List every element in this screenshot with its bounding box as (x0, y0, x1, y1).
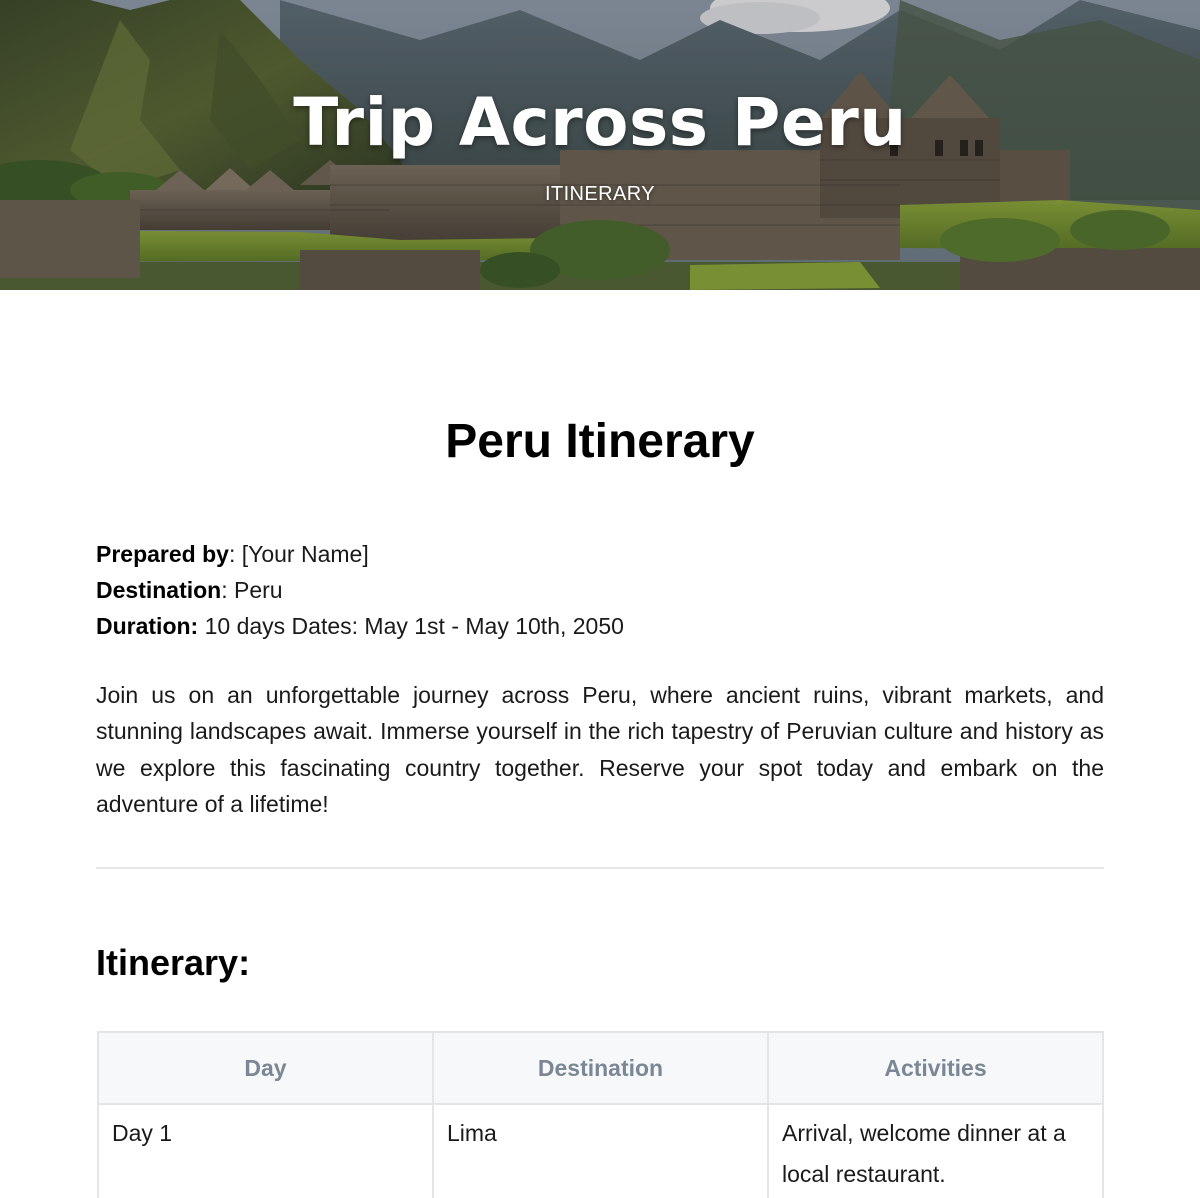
column-header-day: Day (98, 1032, 433, 1104)
section-divider (96, 867, 1104, 869)
destination-value: : Peru (221, 577, 283, 603)
table-row (98, 1104, 1103, 1198)
page-title: Peru Itinerary (445, 415, 755, 468)
duration-value: 10 days Dates: May 1st - May 10th, 2050 (198, 613, 624, 639)
prepared-by-label: Prepared by (96, 541, 229, 567)
duration-label: Duration: (96, 613, 199, 639)
destination-label: Destination (96, 577, 222, 603)
duration-line (96, 608, 1104, 644)
banner-title: Trip Across Peru (293, 84, 907, 161)
destination-line (96, 572, 1104, 608)
itinerary-heading: Itinerary: (96, 942, 251, 983)
trip-details (96, 536, 1104, 644)
column-header-activities: Activities (768, 1032, 1103, 1104)
column-header-destination: Destination (433, 1032, 768, 1104)
prepared-by-line (96, 536, 1104, 572)
prepared-by-value: : [Your Name] (228, 541, 369, 567)
table-cell-day: Day 1 (98, 1104, 433, 1198)
table-cell-activities: Arrival, welcome dinner at a local restaurant. (768, 1104, 1103, 1198)
table-header-row (98, 1032, 1103, 1104)
header-banner (0, 0, 1200, 290)
itinerary-table (97, 1031, 1104, 1198)
table-cell-destination: Lima (433, 1104, 768, 1198)
intro-paragraph: Join us on an unforgettable journey across Peru, where ancient ruins, vibrant markets, and stunning landscapes await. Immerse yourself in the rich tapestry of Peruvian culture and history as we explore this fascinating country together. Reserve your spot today and embark on the adventure of a lifetime! (96, 682, 1104, 817)
banner-subtitle: ITINERARY (545, 183, 655, 205)
